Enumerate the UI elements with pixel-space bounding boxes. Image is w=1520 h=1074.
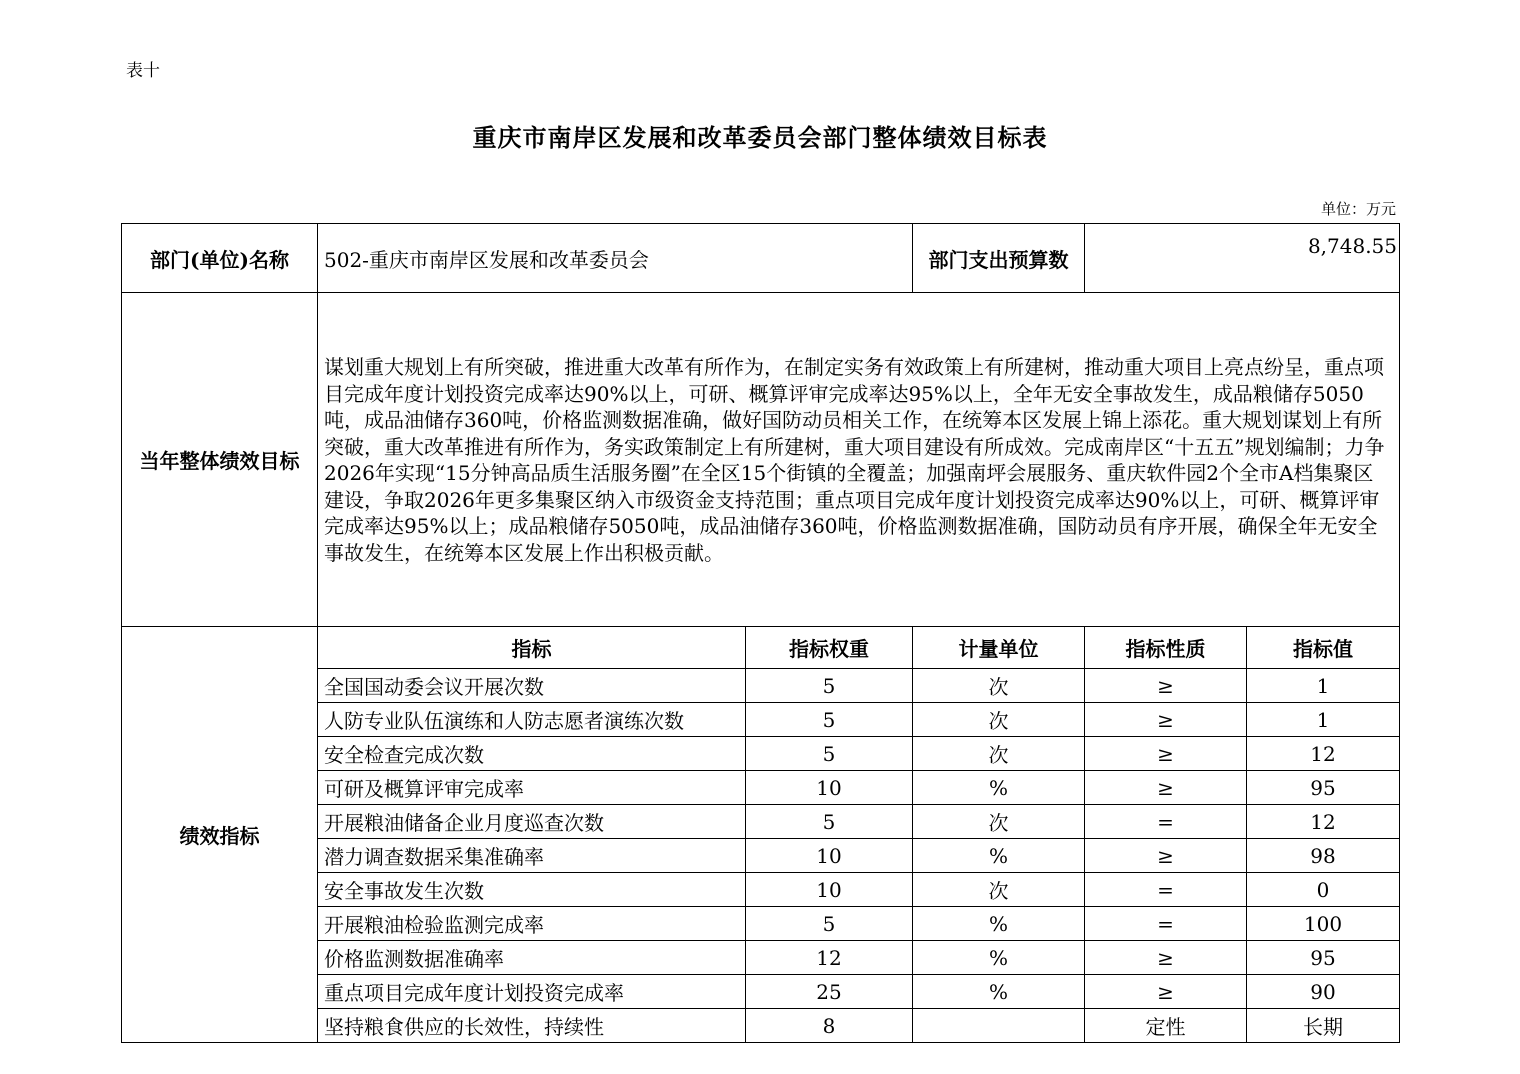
indicator-value: 长期 (1247, 1009, 1400, 1043)
indicator-value: 1 (1247, 703, 1400, 737)
indicator-unit: % (913, 839, 1085, 873)
indicator-name: 安全事故发生次数 (318, 873, 746, 907)
indicator-unit: 次 (913, 669, 1085, 703)
indicator-value: 0 (1247, 873, 1400, 907)
indicator-weight: 10 (746, 771, 913, 805)
col-header-weight: 指标权重 (746, 627, 913, 669)
indicator-weight: 12 (746, 941, 913, 975)
indicator-name: 安全检查完成次数 (318, 737, 746, 771)
indicator-name: 开展粮油检验监测完成率 (318, 907, 746, 941)
indicator-name: 价格监测数据准确率 (318, 941, 746, 975)
indicator-value: 90 (1247, 975, 1400, 1009)
indicator-unit (913, 1009, 1085, 1043)
indicator-weight: 10 (746, 873, 913, 907)
indicator-weight: 5 (746, 907, 913, 941)
indicator-value: 95 (1247, 941, 1400, 975)
budget-value: 8,748.55 (1085, 224, 1400, 293)
page-title: 重庆市南岸区发展和改革委员会部门整体绩效目标表 (472, 123, 1048, 152)
indicator-name: 重点项目完成年度计划投资完成率 (318, 975, 746, 1009)
unit-label: 单位：万元 (1320, 200, 1396, 218)
col-header-value: 指标值 (1247, 627, 1400, 669)
indicator-unit: % (913, 975, 1085, 1009)
indicator-name: 开展粮油储备企业月度巡查次数 (318, 805, 746, 839)
indicator-weight: 5 (746, 737, 913, 771)
indicator-weight: 5 (746, 703, 913, 737)
indicator-nature: ≥ (1085, 941, 1247, 975)
col-header-unit: 计量单位 (913, 627, 1085, 669)
col-header-nature: 指标性质 (1085, 627, 1247, 669)
indicator-nature: 定性 (1085, 1009, 1247, 1043)
indicator-unit: 次 (913, 737, 1085, 771)
indicator-unit: 次 (913, 873, 1085, 907)
indicator-nature: ≥ (1085, 839, 1247, 873)
header-row (122, 224, 1400, 293)
indicator-nature: ≥ (1085, 975, 1247, 1009)
goal-label: 当年整体绩效目标 (122, 293, 318, 627)
indicator-name: 坚持粮食供应的长效性，持续性 (318, 1009, 746, 1043)
indicator-weight: 5 (746, 805, 913, 839)
indicator-nature: ≥ (1085, 703, 1247, 737)
indicator-weight: 25 (746, 975, 913, 1009)
indicator-value: 12 (1247, 737, 1400, 771)
indicator-value: 95 (1247, 771, 1400, 805)
indicator-nature: = (1085, 907, 1247, 941)
budget-label: 部门支出预算数 (913, 224, 1085, 293)
indicator-section-label: 绩效指标 (122, 627, 318, 1043)
indicator-value: 98 (1247, 839, 1400, 873)
dept-name-label: 部门(单位)名称 (122, 224, 318, 293)
indicator-nature: = (1085, 805, 1247, 839)
goal-text: 谋划重大规划上有所突破，推进重大改革有所作为，在制定实务有效政策上有所建树，推动重大项目上亮点纷呈，重点项目完成年度计划投资完成率达90%以上，可研、概算评审完成率达95%以上，全年无安全事故发生，成品粮储存5050吨，成品油储存360吨，价格监测数据准确，做好国防动员相关工作，在统筹本区发展上锦上添花。重大规划谋划上有所突破，重大改革推进有所作为，务实政策制定上有所建树，重大项目建设有所成效。完成南岸区“十五五”规划编制；力争2026年实现“15分钟高品质生活服务圈”在全区15个街镇的全覆盖；加强南坪会展服务、重庆软件园2个全市A档集聚区建设，争取2026年更多集聚区纳入市级资金支持范围；重点项目完成年度计划投资完成率达90%以上，可研、概算评审完成率达95%以上；成品粮储存5050吨，成品油储存360吨，价格监测数据准确，国防动员有序开展，确保全年无安全事故发生，在统筹本区发展上作出积极贡献。 (318, 293, 1400, 627)
col-header-indicator: 指标 (318, 627, 746, 669)
indicator-header-row (122, 627, 1400, 669)
indicator-name: 可研及概算评审完成率 (318, 771, 746, 805)
performance-table (121, 223, 1400, 1043)
indicator-unit: 次 (913, 703, 1085, 737)
goal-row (122, 293, 1400, 627)
indicator-nature: ≥ (1085, 771, 1247, 805)
indicator-name: 潜力调查数据采集准确率 (318, 839, 746, 873)
indicator-weight: 10 (746, 839, 913, 873)
indicator-weight: 5 (746, 669, 913, 703)
indicator-nature: = (1085, 873, 1247, 907)
indicator-name: 全国国动委会议开展次数 (318, 669, 746, 703)
dept-name-value: 502-重庆市南岸区发展和改革委员会 (318, 224, 913, 293)
indicator-unit: % (913, 771, 1085, 805)
indicator-nature: ≥ (1085, 669, 1247, 703)
indicator-unit: 次 (913, 805, 1085, 839)
indicator-value: 1 (1247, 669, 1400, 703)
indicator-nature: ≥ (1085, 737, 1247, 771)
indicator-weight: 8 (746, 1009, 913, 1043)
page-label: 表十 (126, 61, 160, 81)
indicator-unit: % (913, 907, 1085, 941)
indicator-value: 12 (1247, 805, 1400, 839)
indicator-value: 100 (1247, 907, 1400, 941)
indicator-name: 人防专业队伍演练和人防志愿者演练次数 (318, 703, 746, 737)
indicator-unit: % (913, 941, 1085, 975)
